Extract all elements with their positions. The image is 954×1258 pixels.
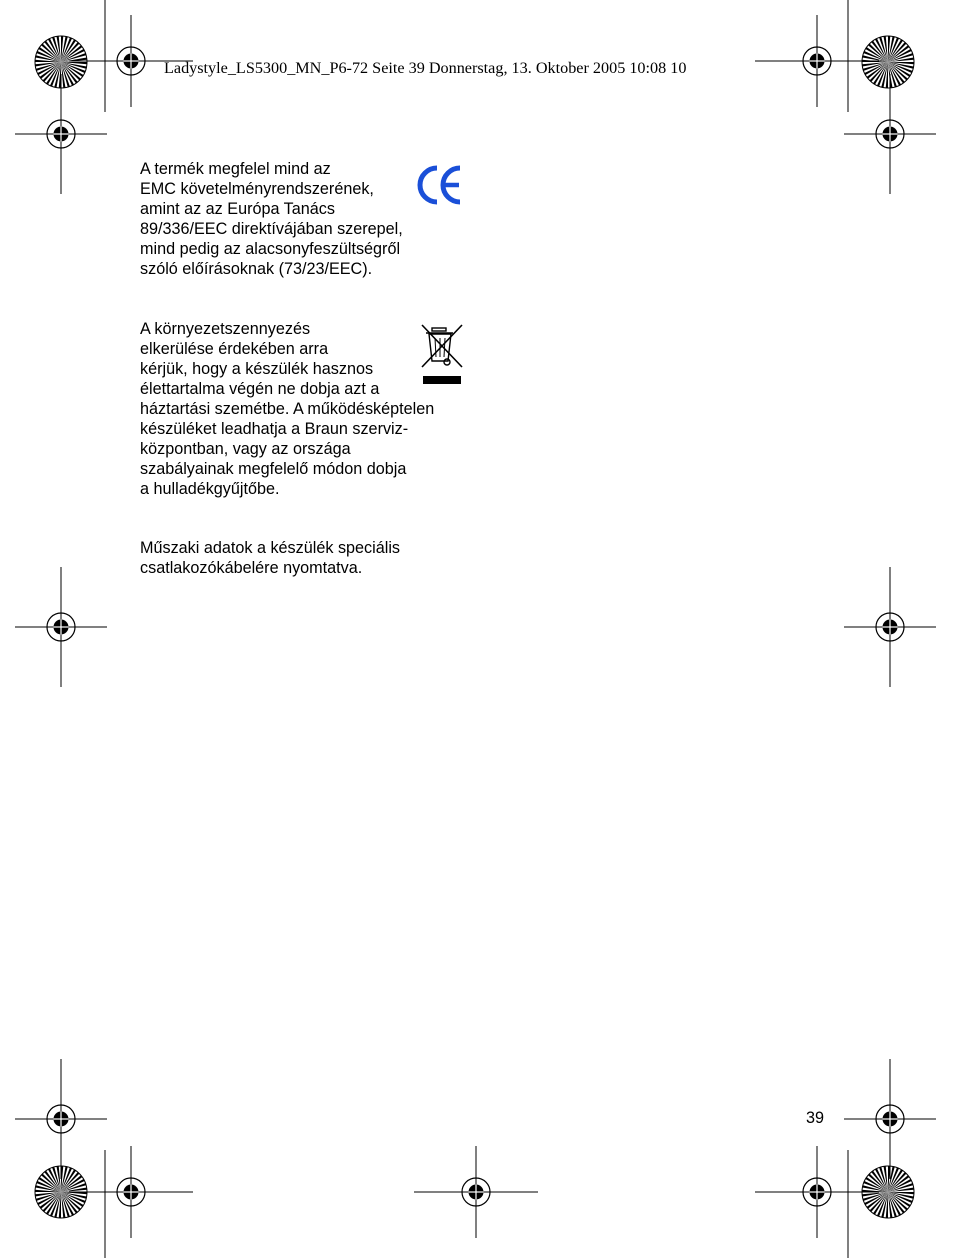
registration-mark-icon [844, 1059, 936, 1179]
registration-mark-icon [414, 1146, 538, 1238]
text-line: Műszaki adatok a készülék speciális [140, 539, 401, 557]
text-line: EMC követelményrendszerének, [140, 180, 374, 198]
ce-conformity-text [140, 159, 440, 279]
text-line: szóló előírásoknak (73/23/EEC). [140, 260, 373, 278]
text-line: készüléket leadhatja a Braun szerviz- [140, 420, 409, 438]
registration-mark-icon [755, 1146, 879, 1238]
registration-mark-icon [844, 567, 936, 687]
page-number: 39 [805, 1109, 824, 1127]
text-line: mind pedig az alacsonyfeszültségről [140, 240, 401, 258]
print-slug-header: Ladystyle_LS5300_MN_P6-72 Seite 39 Donnerstag, 13. Oktober 2005 10:08 10 [164, 59, 687, 77]
ce-mark-icon [415, 163, 463, 207]
text-line: szabályainak megfelelő módon dobja [140, 460, 407, 478]
technical-data-text [140, 538, 440, 578]
registration-mark-icon [69, 1146, 193, 1238]
registration-mark-icon [15, 74, 107, 194]
registration-mark-icon [15, 567, 107, 687]
text-line: 89/336/EEC direktívájában szerepel, [140, 220, 403, 238]
text-line: kérjük, hogy a készülék hasznos [140, 360, 374, 378]
text-line: amint az az Európa Tanács [140, 200, 335, 218]
text-line: a hulladékgyűjtőbe. [140, 480, 280, 498]
text-line: A környezetszennyezés [140, 320, 311, 338]
text-line: központban, vagy az országa [140, 440, 351, 458]
text-line: elkerülése érdekében arra [140, 340, 329, 358]
crossed-out-wheelie-bin-icon [420, 322, 464, 386]
text-line: háztartási szemétbe. A működésképtelen [140, 400, 435, 418]
text-line: A termék megfelel mind az [140, 160, 331, 178]
registration-mark-icon [15, 1059, 107, 1179]
registration-mark-icon [844, 74, 936, 194]
starburst-target-icon [862, 36, 914, 88]
text-line: csatlakozókábelére nyomtatva. [140, 559, 363, 577]
text-line: élettartalma végén ne dobja azt a [140, 380, 380, 398]
